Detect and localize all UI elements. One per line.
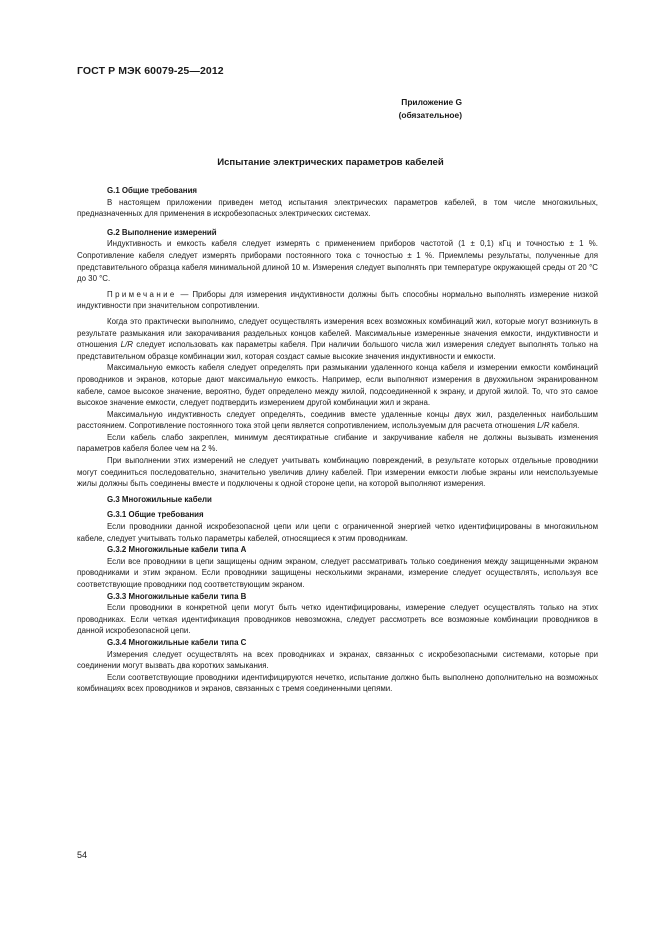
- page-number: 54: [77, 850, 88, 860]
- paragraph-g3-3: Если проводники в конкретной цепи могут быть четко идентифицированы, измерение следует осуществлять только на этих проводниках. Если четкая идентификация проводников невозможна, следует рассмотреть все возможные комбинации проводников в данной искробезопасной цепи.: [77, 603, 598, 636]
- ratio-lr: L/R: [120, 340, 133, 350]
- paragraph-g3-4-1: Измерения следует осуществлять на всех проводниках и экранах, связанных с искробезопасными системами, которые при соединении могут вызвать два коротких замыкания.: [77, 649, 598, 671]
- section-heading-g3-1: G.3.1 Общие требования: [107, 510, 204, 520]
- appendix-title: Приложение G: [401, 97, 462, 107]
- section-heading-g1: G.1 Общие требования: [107, 186, 198, 195]
- paragraph-g1-1: В настоящем приложении приведен метод испытания электрических параметров кабелей, в том числе многожильных, предназначенных для применения в искробезопасных электрических системах.: [77, 197, 598, 219]
- section-heading-g3: G.3 Многожильные кабели: [107, 494, 212, 504]
- paragraph-g2-4-part2: кабеля.: [549, 421, 580, 431]
- appendix-status: (обязательное): [398, 110, 462, 120]
- paragraph-g2-3: Максимальную емкость кабеля следует определять при размыкании удаленного конца кабеля и измерении емкости комбинаций проводников и экранов, которые дают максимальную емкость. Например, если выполняют измерения в двухжильном экранированном кабеле, самое высокое значение, вероятно, будет определено между жилой, подсоединенной к экрану, и другой жилой. То, что это самое высокое значение емкости, следует подтвердить измерением другой комбинации жил и экрана.: [77, 363, 598, 408]
- paragraph-g3-2: Если все проводники в цепи защищены одним экраном, следует рассматривать только соединения между защищенными экраном проводниками и этим экраном. Если проводники защищены несколькими экранами, измерение следует осуществлять, используя все соответствующие проводники под соответствующим экраном.: [77, 556, 598, 589]
- standard-header: ГОСТ Р МЭК 60079-25—2012: [77, 65, 224, 77]
- section-heading-g3-2: G.3.2 Многожильные кабели типа А: [107, 545, 247, 555]
- section-heading-g2: G.2 Выполнение измерений: [107, 227, 217, 237]
- paragraph-g2-2-part1: Когда это практически выполнимо, следует осуществлять измерения всех возможных комбинаций жил, которые могут возникнуть в результате размыкания или закорачивания раздельных концов кабелей. Максимальные измеренные значения емкости, индуктивности и отношения: [77, 316, 598, 350]
- page-title: Испытание электрических параметров кабелей: [217, 157, 444, 168]
- paragraph-g3-4-2: Если соответствующие проводники идентифицируются нечетко, испытание должно быть выполнено дополнительно на возможных комбинациях всех проводников и экранов, связанных с тремя соединенными цепями.: [77, 672, 598, 694]
- note-paragraph: [77, 289, 598, 312]
- paragraph-g3-1: Если проводники данной искробезопасной цепи или цепи с ограниченной энергией четко идентифицированы в многожильном кабеле, следует учитывать только параметры кабелей, относящиеся к этим проводникам.: [77, 522, 598, 543]
- note-label: Примечание: [107, 289, 177, 299]
- paragraph-g2-6: При выполнении этих измерений не следует учитывать комбинацию повреждений, в результате которых отдельные проводники могут соединиться последовательно, значительно увеличив длину кабелей. При измерении емкости любые экраны или неиспользуемые жилы должны быть соединены вместе и подключены к одной стороне цепи, на которой выполняют измерения.: [77, 456, 598, 489]
- note-text: — Приборы для измерения индуктивности должны быть способны нормально выполнять измерение низкой индуктивности при значительном сопротивлении.: [77, 289, 598, 311]
- section-heading-g3-3: G.3.3 Многожильные кабели типа В: [107, 591, 247, 601]
- paragraph-g2-4: [77, 409, 598, 432]
- paragraph-g2-4-part1: Максимальную индуктивность следует определять, соединив вместе удаленные концы двух жил, разделенных наибольшим расстоянием. Сопротивление постоянного тока этой цепи является сопротивлением, используемым для расчета отношения: [77, 409, 598, 431]
- paragraph-g2-5: Если кабель слабо закреплен, минимум десятикратные сгибание и закручивание кабеля не должны вызывать изменения параметров кабеля более чем на 2 %.: [77, 432, 598, 454]
- ratio-lr: L/R: [537, 421, 550, 431]
- paragraph-g2-2-part2: следует использовать как параметры кабеля. При наличии большого числа жил измерения следует выполнять только на представительном образце комбинации жил, которая создаст самые высокие значения индуктивности и емкости.: [77, 340, 598, 361]
- paragraph-g2-1: Индуктивность и емкость кабеля следует измерять с применением приборов частотой (1 ± 0,1) кГц и точностью ± 1 %. Сопротивление кабеля следует измерять приборами постоянного тока с точностью ± 1 %. Приемлемы результаты, полученные для представительного образца кабеля минимальной длиной 10 м. Измерения следует выполнять при температуре окружающей среды от 20 °С до 30 °С.: [77, 239, 598, 284]
- paragraph-g2-2: [77, 316, 598, 362]
- section-heading-g3-4: G.3.4 Многожильные кабели типа С: [107, 637, 247, 647]
- document-body: [77, 185, 598, 695]
